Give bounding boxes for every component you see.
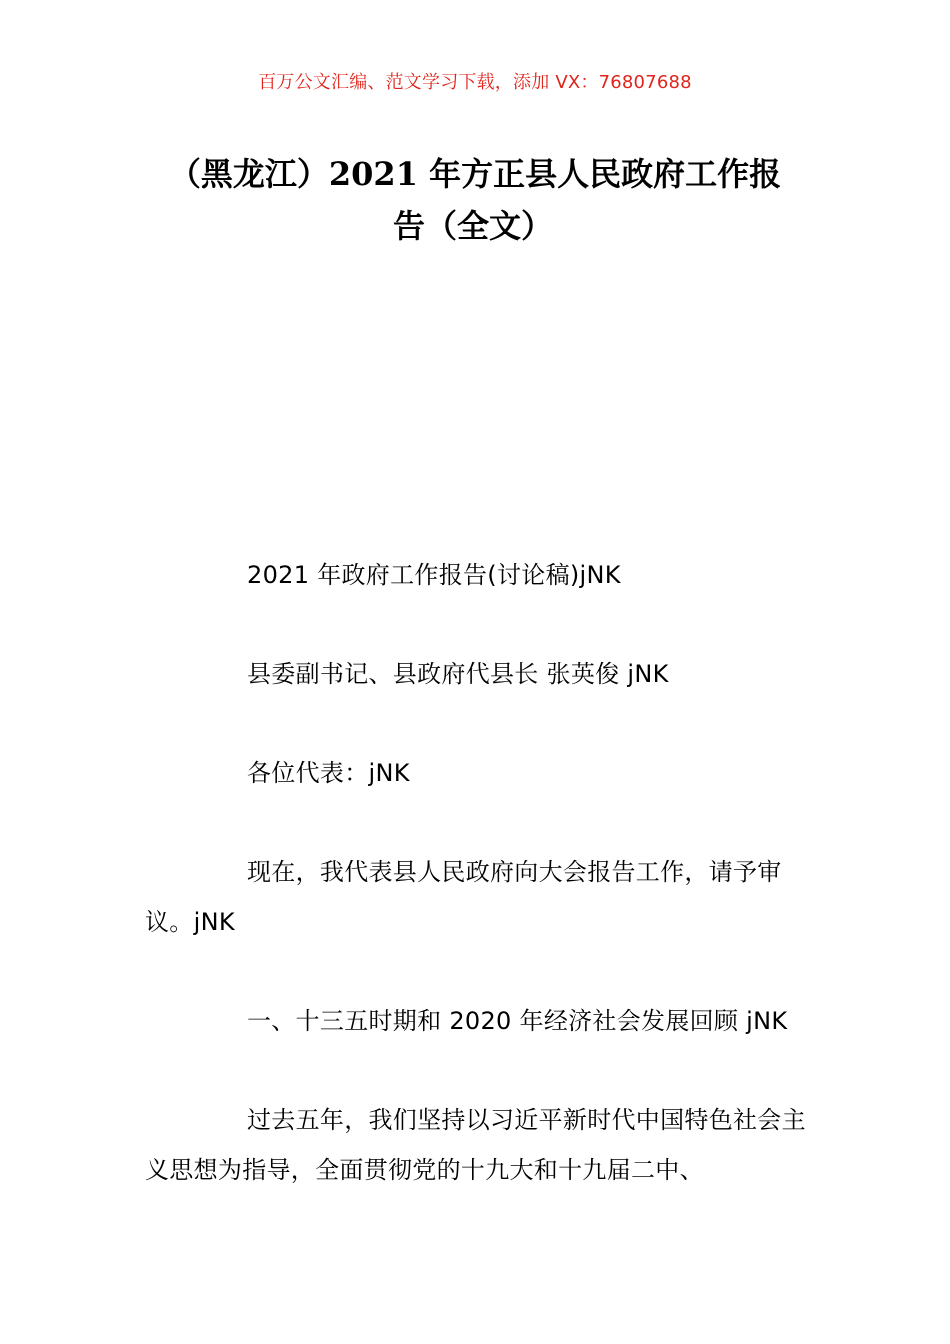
speaker-line: 县委副书记、县政府代县长 张英俊 jNK <box>247 660 669 688</box>
body-paragraph: 过去五年，我们坚持以习近平新时代中国特色社会主义思想为指导，全面贯彻党的十九大和十九届二中、 <box>145 1106 806 1184</box>
intro-paragraph: 现在，我代表县人民政府向大会报告工作，请予审议。jNK <box>145 858 782 936</box>
title-line-2: 告（全文） <box>392 207 553 245</box>
title-line-1: （黑龙江）2021 年方正县人民政府工作报 <box>168 155 782 193</box>
section-heading: 一、十三五时期和 2020 年经济社会发展回顾 jNK <box>247 1007 788 1035</box>
document-title <box>140 148 810 252</box>
report-subtitle: 2021 年政府工作报告(讨论稿)jNK <box>247 561 621 589</box>
header-note: 百万公文汇编、范文学习下载，添加 VX：76807688 <box>258 72 692 93</box>
salutation: 各位代表：jNK <box>247 759 410 787</box>
